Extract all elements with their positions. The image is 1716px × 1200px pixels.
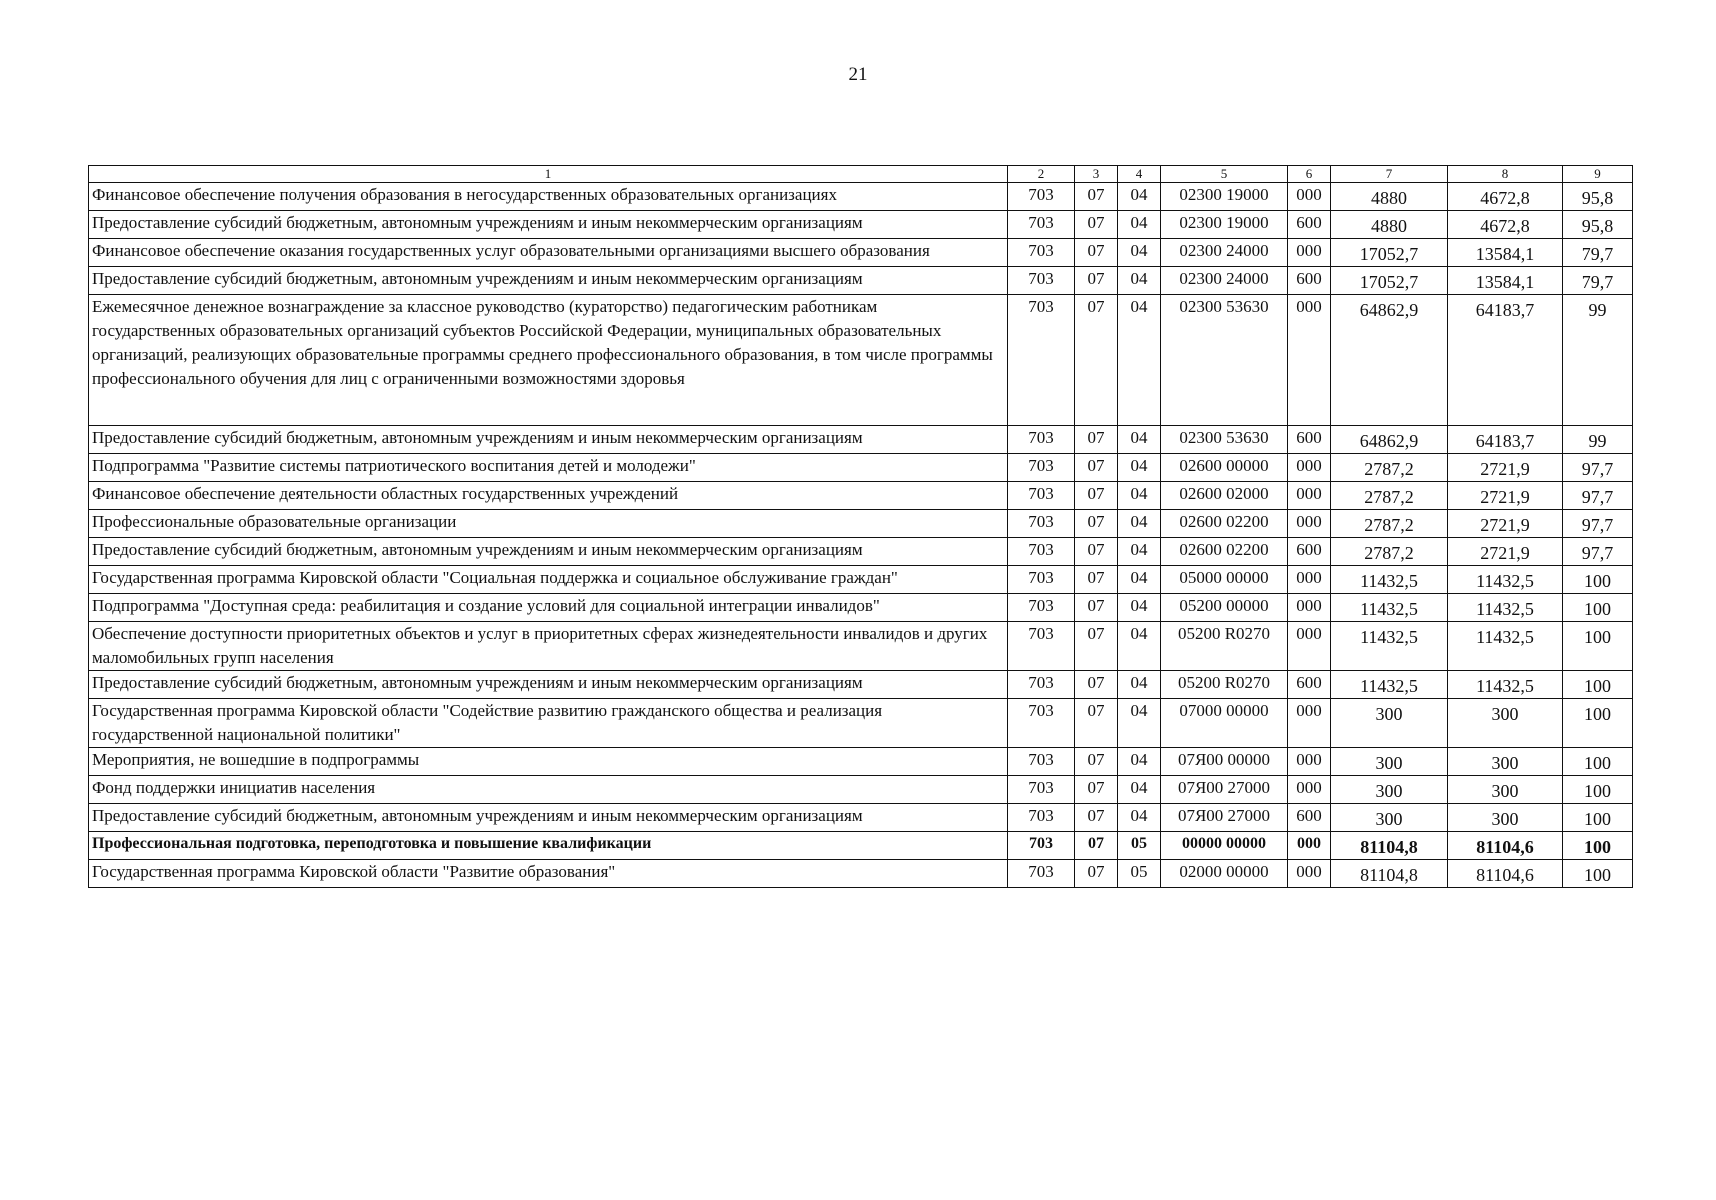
- row-name-cell: Подпрограмма "Развитие системы патриотического воспитания детей и молодежи": [89, 454, 1008, 482]
- row-subsection-cell: 04: [1118, 699, 1161, 748]
- row-percent-cell: 100: [1563, 832, 1633, 860]
- row-target-code-cell: 07Я00 27000: [1161, 804, 1288, 832]
- row-expense-type-cell: 000: [1288, 510, 1331, 538]
- row-code-cell: 703: [1008, 832, 1075, 860]
- row-planned-cell: 17052,7: [1331, 239, 1448, 267]
- row-section-cell: 07: [1075, 832, 1118, 860]
- row-actual-cell: 11432,5: [1448, 566, 1563, 594]
- row-percent-cell: 97,7: [1563, 510, 1633, 538]
- row-section-cell: 07: [1075, 538, 1118, 566]
- row-subsection-cell: 04: [1118, 566, 1161, 594]
- row-percent-cell: 100: [1563, 776, 1633, 804]
- table-row: [89, 566, 1633, 594]
- header-col-5: 5: [1161, 166, 1288, 183]
- row-planned-cell: 300: [1331, 804, 1448, 832]
- row-subsection-cell: 04: [1118, 426, 1161, 454]
- header-col-7: 7: [1331, 166, 1448, 183]
- row-code-cell: 703: [1008, 860, 1075, 888]
- row-subsection-cell: 04: [1118, 295, 1161, 426]
- table-row: [89, 776, 1633, 804]
- row-actual-cell: 300: [1448, 804, 1563, 832]
- row-code-cell: 703: [1008, 267, 1075, 295]
- row-percent-cell: 97,7: [1563, 454, 1633, 482]
- row-name-cell: Финансовое обеспечение оказания государственных услуг образовательными организациями высшего образования: [89, 239, 1008, 267]
- row-section-cell: 07: [1075, 295, 1118, 426]
- row-percent-cell: 100: [1563, 594, 1633, 622]
- row-planned-cell: 11432,5: [1331, 566, 1448, 594]
- row-actual-cell: 2721,9: [1448, 482, 1563, 510]
- row-section-cell: 07: [1075, 804, 1118, 832]
- row-target-code-cell: 02300 24000: [1161, 267, 1288, 295]
- row-planned-cell: 2787,2: [1331, 510, 1448, 538]
- row-name-cell: Предоставление субсидий бюджетным, автономным учреждениям и иным некоммерческим организациям: [89, 426, 1008, 454]
- row-expense-type-cell: 000: [1288, 295, 1331, 426]
- row-actual-cell: 11432,5: [1448, 671, 1563, 699]
- table-row: [89, 482, 1633, 510]
- row-actual-cell: 2721,9: [1448, 510, 1563, 538]
- row-section-cell: 07: [1075, 426, 1118, 454]
- table-row: [89, 594, 1633, 622]
- row-name-cell: Ежемесячное денежное вознаграждение за классное руководство (кураторство) педагогическим работникам государственных образовательных организаций субъектов Российской Федерации, муниципальных образовательных организаций, реализующих образовательные программы среднего профессионального образования, в том числе программы профессионального обучения для лиц с ограниченными возможностями здоровья: [89, 295, 1008, 426]
- row-target-code-cell: 07000 00000: [1161, 699, 1288, 748]
- row-code-cell: 703: [1008, 295, 1075, 426]
- row-percent-cell: 100: [1563, 804, 1633, 832]
- row-code-cell: 703: [1008, 426, 1075, 454]
- table-row: [89, 860, 1633, 888]
- header-row: [89, 166, 1633, 183]
- row-name-cell: Фонд поддержки инициатив населения: [89, 776, 1008, 804]
- row-target-code-cell: 02600 02200: [1161, 538, 1288, 566]
- table-body: [89, 183, 1633, 888]
- row-target-code-cell: 02600 02200: [1161, 510, 1288, 538]
- row-section-cell: 07: [1075, 594, 1118, 622]
- table-row: [89, 748, 1633, 776]
- row-subsection-cell: 04: [1118, 671, 1161, 699]
- row-code-cell: 703: [1008, 622, 1075, 671]
- row-percent-cell: 100: [1563, 622, 1633, 671]
- row-code-cell: 703: [1008, 239, 1075, 267]
- row-name-cell: Обеспечение доступности приоритетных объектов и услуг в приоритетных сферах жизнедеятельности инвалидов и других маломобильных групп населения: [89, 622, 1008, 671]
- row-code-cell: 703: [1008, 211, 1075, 239]
- row-actual-cell: 64183,7: [1448, 426, 1563, 454]
- row-percent-cell: 95,8: [1563, 211, 1633, 239]
- row-actual-cell: 2721,9: [1448, 538, 1563, 566]
- row-target-code-cell: 02000 00000: [1161, 860, 1288, 888]
- row-subsection-cell: 04: [1118, 776, 1161, 804]
- row-percent-cell: 95,8: [1563, 183, 1633, 211]
- row-name-cell: Предоставление субсидий бюджетным, автономным учреждениям и иным некоммерческим организациям: [89, 538, 1008, 566]
- table-row: [89, 832, 1633, 860]
- row-subsection-cell: 05: [1118, 832, 1161, 860]
- row-subsection-cell: 04: [1118, 622, 1161, 671]
- row-percent-cell: 97,7: [1563, 482, 1633, 510]
- row-subsection-cell: 04: [1118, 538, 1161, 566]
- row-planned-cell: 11432,5: [1331, 622, 1448, 671]
- row-expense-type-cell: 000: [1288, 183, 1331, 211]
- header-col-4: 4: [1118, 166, 1161, 183]
- row-code-cell: 703: [1008, 699, 1075, 748]
- row-actual-cell: 2721,9: [1448, 454, 1563, 482]
- row-expense-type-cell: 000: [1288, 622, 1331, 671]
- row-section-cell: 07: [1075, 748, 1118, 776]
- row-expense-type-cell: 000: [1288, 776, 1331, 804]
- row-subsection-cell: 04: [1118, 510, 1161, 538]
- row-percent-cell: 97,7: [1563, 538, 1633, 566]
- row-name-cell: Государственная программа Кировской области "Содействие развитию гражданского общества и реализация государственной национальной политики": [89, 699, 1008, 748]
- row-target-code-cell: 07Я00 27000: [1161, 776, 1288, 804]
- row-percent-cell: 100: [1563, 860, 1633, 888]
- row-target-code-cell: 02600 02000: [1161, 482, 1288, 510]
- row-subsection-cell: 04: [1118, 748, 1161, 776]
- row-section-cell: 07: [1075, 183, 1118, 211]
- row-subsection-cell: 04: [1118, 482, 1161, 510]
- row-actual-cell: 11432,5: [1448, 622, 1563, 671]
- row-expense-type-cell: 600: [1288, 267, 1331, 295]
- table-row: [89, 804, 1633, 832]
- row-actual-cell: 11432,5: [1448, 594, 1563, 622]
- row-code-cell: 703: [1008, 510, 1075, 538]
- row-planned-cell: 2787,2: [1331, 538, 1448, 566]
- row-name-cell: Профессиональные образовательные организации: [89, 510, 1008, 538]
- row-expense-type-cell: 600: [1288, 804, 1331, 832]
- row-target-code-cell: 05200 R0270: [1161, 622, 1288, 671]
- row-percent-cell: 100: [1563, 748, 1633, 776]
- row-name-cell: Предоставление субсидий бюджетным, автономным учреждениям и иным некоммерческим организациям: [89, 211, 1008, 239]
- table-row: [89, 671, 1633, 699]
- row-expense-type-cell: 600: [1288, 538, 1331, 566]
- row-actual-cell: 300: [1448, 776, 1563, 804]
- row-target-code-cell: 02300 19000: [1161, 211, 1288, 239]
- row-target-code-cell: 02300 24000: [1161, 239, 1288, 267]
- row-name-cell: Предоставление субсидий бюджетным, автономным учреждениям и иным некоммерческим организациям: [89, 671, 1008, 699]
- row-percent-cell: 100: [1563, 699, 1633, 748]
- row-section-cell: 07: [1075, 776, 1118, 804]
- row-target-code-cell: 05200 00000: [1161, 594, 1288, 622]
- row-expense-type-cell: 000: [1288, 454, 1331, 482]
- row-planned-cell: 17052,7: [1331, 267, 1448, 295]
- row-expense-type-cell: 000: [1288, 832, 1331, 860]
- row-subsection-cell: 05: [1118, 860, 1161, 888]
- row-section-cell: 07: [1075, 699, 1118, 748]
- row-target-code-cell: 02600 00000: [1161, 454, 1288, 482]
- row-percent-cell: 79,7: [1563, 267, 1633, 295]
- row-name-cell: Предоставление субсидий бюджетным, автономным учреждениям и иным некоммерческим организациям: [89, 267, 1008, 295]
- row-expense-type-cell: 000: [1288, 239, 1331, 267]
- table-row: [89, 183, 1633, 211]
- row-code-cell: 703: [1008, 183, 1075, 211]
- row-actual-cell: 300: [1448, 748, 1563, 776]
- row-code-cell: 703: [1008, 776, 1075, 804]
- row-target-code-cell: 05200 R0270: [1161, 671, 1288, 699]
- table-row: [89, 699, 1633, 748]
- row-actual-cell: 4672,8: [1448, 183, 1563, 211]
- row-actual-cell: 81104,6: [1448, 860, 1563, 888]
- row-percent-cell: 100: [1563, 671, 1633, 699]
- row-percent-cell: 99: [1563, 295, 1633, 426]
- row-expense-type-cell: 000: [1288, 566, 1331, 594]
- row-planned-cell: 64862,9: [1331, 295, 1448, 426]
- row-subsection-cell: 04: [1118, 183, 1161, 211]
- row-planned-cell: 2787,2: [1331, 454, 1448, 482]
- row-section-cell: 07: [1075, 566, 1118, 594]
- row-planned-cell: 300: [1331, 748, 1448, 776]
- row-expense-type-cell: 000: [1288, 594, 1331, 622]
- row-planned-cell: 4880: [1331, 211, 1448, 239]
- row-target-code-cell: 00000 00000: [1161, 832, 1288, 860]
- row-target-code-cell: 05000 00000: [1161, 566, 1288, 594]
- header-col-8: 8: [1448, 166, 1563, 183]
- row-section-cell: 07: [1075, 622, 1118, 671]
- row-section-cell: 07: [1075, 267, 1118, 295]
- row-section-cell: 07: [1075, 454, 1118, 482]
- row-actual-cell: 13584,1: [1448, 267, 1563, 295]
- table-row: [89, 267, 1633, 295]
- row-actual-cell: 64183,7: [1448, 295, 1563, 426]
- row-name-cell: Профессиональная подготовка, переподготовка и повышение квалификации: [89, 832, 1008, 860]
- row-planned-cell: 300: [1331, 699, 1448, 748]
- header-col-3: 3: [1075, 166, 1118, 183]
- row-code-cell: 703: [1008, 482, 1075, 510]
- row-expense-type-cell: 000: [1288, 699, 1331, 748]
- table-row: [89, 538, 1633, 566]
- row-section-cell: 07: [1075, 211, 1118, 239]
- row-section-cell: 07: [1075, 482, 1118, 510]
- row-expense-type-cell: 000: [1288, 482, 1331, 510]
- budget-table: [88, 165, 1633, 888]
- table-row: [89, 239, 1633, 267]
- header-col-2: 2: [1008, 166, 1075, 183]
- row-target-code-cell: 02300 53630: [1161, 426, 1288, 454]
- row-percent-cell: 100: [1563, 566, 1633, 594]
- row-expense-type-cell: 600: [1288, 671, 1331, 699]
- row-actual-cell: 4672,8: [1448, 211, 1563, 239]
- row-section-cell: 07: [1075, 239, 1118, 267]
- row-name-cell: Мероприятия, не вошедшие в подпрограммы: [89, 748, 1008, 776]
- row-actual-cell: 13584,1: [1448, 239, 1563, 267]
- table-row: [89, 211, 1633, 239]
- row-expense-type-cell: 600: [1288, 211, 1331, 239]
- table-row: [89, 426, 1633, 454]
- row-subsection-cell: 04: [1118, 211, 1161, 239]
- row-code-cell: 703: [1008, 748, 1075, 776]
- header-col-1: 1: [89, 166, 1008, 183]
- row-section-cell: 07: [1075, 510, 1118, 538]
- row-target-code-cell: 02300 53630: [1161, 295, 1288, 426]
- row-subsection-cell: 04: [1118, 454, 1161, 482]
- row-code-cell: 703: [1008, 594, 1075, 622]
- row-code-cell: 703: [1008, 454, 1075, 482]
- row-expense-type-cell: 600: [1288, 426, 1331, 454]
- row-actual-cell: 300: [1448, 699, 1563, 748]
- row-name-cell: Государственная программа Кировской области "Развитие образования": [89, 860, 1008, 888]
- row-name-cell: Предоставление субсидий бюджетным, автономным учреждениям и иным некоммерческим организациям: [89, 804, 1008, 832]
- row-percent-cell: 79,7: [1563, 239, 1633, 267]
- row-subsection-cell: 04: [1118, 594, 1161, 622]
- row-expense-type-cell: 000: [1288, 748, 1331, 776]
- row-planned-cell: 2787,2: [1331, 482, 1448, 510]
- table-row: [89, 622, 1633, 671]
- row-planned-cell: 81104,8: [1331, 860, 1448, 888]
- row-target-code-cell: 07Я00 00000: [1161, 748, 1288, 776]
- table-row: [89, 510, 1633, 538]
- row-percent-cell: 99: [1563, 426, 1633, 454]
- header-col-6: 6: [1288, 166, 1331, 183]
- header-col-9: 9: [1563, 166, 1633, 183]
- row-planned-cell: 4880: [1331, 183, 1448, 211]
- row-actual-cell: 81104,6: [1448, 832, 1563, 860]
- row-planned-cell: 81104,8: [1331, 832, 1448, 860]
- row-section-cell: 07: [1075, 860, 1118, 888]
- row-subsection-cell: 04: [1118, 239, 1161, 267]
- row-planned-cell: 300: [1331, 776, 1448, 804]
- row-name-cell: Подпрограмма "Доступная среда: реабилитация и создание условий для социальной интеграции инвалидов": [89, 594, 1008, 622]
- row-target-code-cell: 02300 19000: [1161, 183, 1288, 211]
- page-number: 21: [848, 64, 868, 85]
- row-name-cell: Финансовое обеспечение получения образования в негосударственных образовательных организациях: [89, 183, 1008, 211]
- table-row: [89, 454, 1633, 482]
- row-code-cell: 703: [1008, 538, 1075, 566]
- table-row: [89, 295, 1633, 426]
- row-planned-cell: 11432,5: [1331, 671, 1448, 699]
- row-code-cell: 703: [1008, 804, 1075, 832]
- row-section-cell: 07: [1075, 671, 1118, 699]
- row-planned-cell: 64862,9: [1331, 426, 1448, 454]
- row-name-cell: Государственная программа Кировской области "Социальная поддержка и социальное обслуживание граждан": [89, 566, 1008, 594]
- row-code-cell: 703: [1008, 566, 1075, 594]
- row-code-cell: 703: [1008, 671, 1075, 699]
- row-planned-cell: 11432,5: [1331, 594, 1448, 622]
- row-subsection-cell: 04: [1118, 267, 1161, 295]
- row-name-cell: Финансовое обеспечение деятельности областных государственных учреждений: [89, 482, 1008, 510]
- row-subsection-cell: 04: [1118, 804, 1161, 832]
- row-expense-type-cell: 000: [1288, 860, 1331, 888]
